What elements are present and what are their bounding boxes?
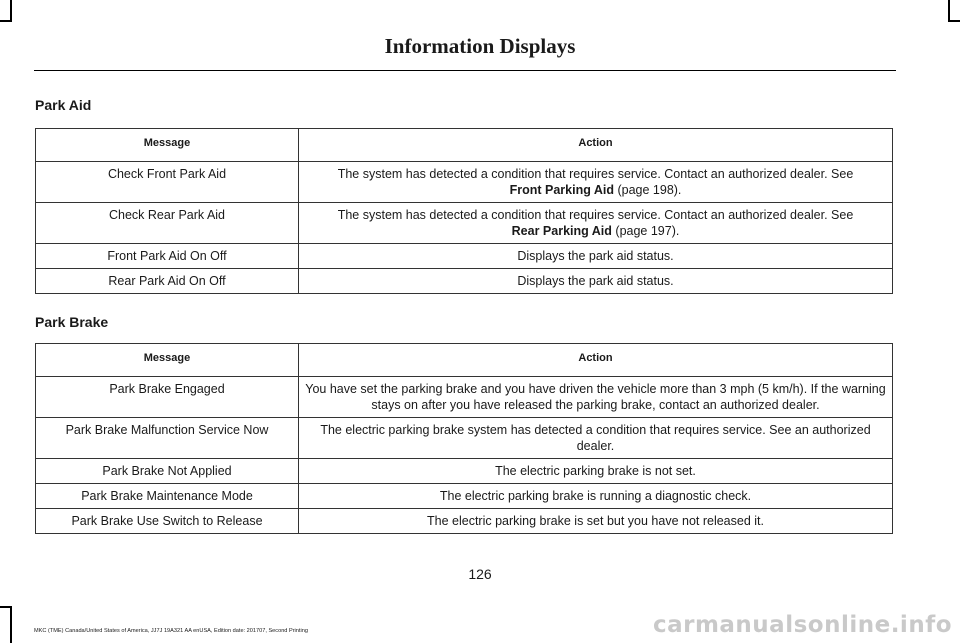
- action-cell: Displays the park aid status.: [299, 244, 893, 269]
- table-header-row: [36, 344, 893, 377]
- section-title-park-brake: Park Brake: [35, 314, 109, 330]
- table-row: [36, 377, 893, 418]
- action-cell: Displays the park aid status.: [299, 269, 893, 294]
- park-brake-table: [35, 343, 893, 534]
- header-rule: [34, 70, 896, 71]
- column-header-action: Action: [299, 344, 893, 377]
- action-cell: The electric parking brake is running a diagnostic check.: [299, 484, 893, 509]
- column-header-action: Action: [299, 129, 893, 162]
- message-cell: Front Park Aid On Off: [36, 244, 299, 269]
- section-title-park-aid: Park Aid: [35, 97, 92, 113]
- table-row: [36, 459, 893, 484]
- table-row: [36, 203, 893, 244]
- column-header-message: Message: [36, 129, 299, 162]
- table-row: [36, 418, 893, 459]
- table-row: [36, 162, 893, 203]
- action-cell: The electric parking brake system has detected a condition that requires service. See an authorized dealer.: [299, 418, 893, 459]
- crop-mark: [948, 20, 960, 22]
- action-text: The system has detected a condition that requires service. Contact an authorized dealer. See: [337, 208, 854, 222]
- table-row: [36, 269, 893, 294]
- page-number: 126: [468, 566, 492, 582]
- message-cell: Check Front Park Aid: [36, 162, 299, 203]
- table-row: [36, 244, 893, 269]
- park-aid-table: [35, 128, 893, 294]
- message-cell: Rear Park Aid On Off: [36, 269, 299, 294]
- message-cell: Park Brake Use Switch to Release: [36, 509, 299, 534]
- crop-mark: [0, 20, 12, 22]
- message-cell: Park Brake Not Applied: [36, 459, 299, 484]
- action-cell: The electric parking brake is not set.: [299, 459, 893, 484]
- page-reference: (page 198).: [617, 183, 682, 197]
- cross-reference-link[interactable]: Front Parking Aid: [509, 183, 614, 197]
- watermark: carmanualsonline.info: [652, 612, 952, 638]
- crop-mark: [948, 0, 950, 22]
- message-cell: Check Rear Park Aid: [36, 203, 299, 244]
- message-cell: Park Brake Malfunction Service Now: [36, 418, 299, 459]
- action-cell: You have set the parking brake and you have driven the vehicle more than 3 mph (5 km/h). If the warning stays on after you have released the parking brake, contact an authorized dealer.: [299, 377, 893, 418]
- action-cell: The electric parking brake is set but you have not released it.: [299, 509, 893, 534]
- table-header-row: [36, 129, 893, 162]
- cross-reference-link[interactable]: Rear Parking Aid: [511, 224, 612, 238]
- message-cell: Park Brake Engaged: [36, 377, 299, 418]
- footer-edition-text: MKC (TME) Canada/United States of America, JJ7J 19A321 AA enUSA, Edition date: 201707, Second Printing: [34, 628, 308, 634]
- message-cell: Park Brake Maintenance Mode: [36, 484, 299, 509]
- table-row: [36, 509, 893, 534]
- crop-mark: [0, 606, 12, 608]
- page-reference: (page 197).: [615, 224, 680, 238]
- action-cell: [299, 162, 893, 203]
- crop-mark: [10, 0, 12, 22]
- crop-mark: [10, 606, 12, 643]
- action-text: The system has detected a condition that requires service. Contact an authorized dealer. See: [337, 167, 854, 181]
- action-cell: [299, 203, 893, 244]
- table-row: [36, 484, 893, 509]
- column-header-message: Message: [36, 344, 299, 377]
- page-title: Information Displays: [384, 34, 576, 58]
